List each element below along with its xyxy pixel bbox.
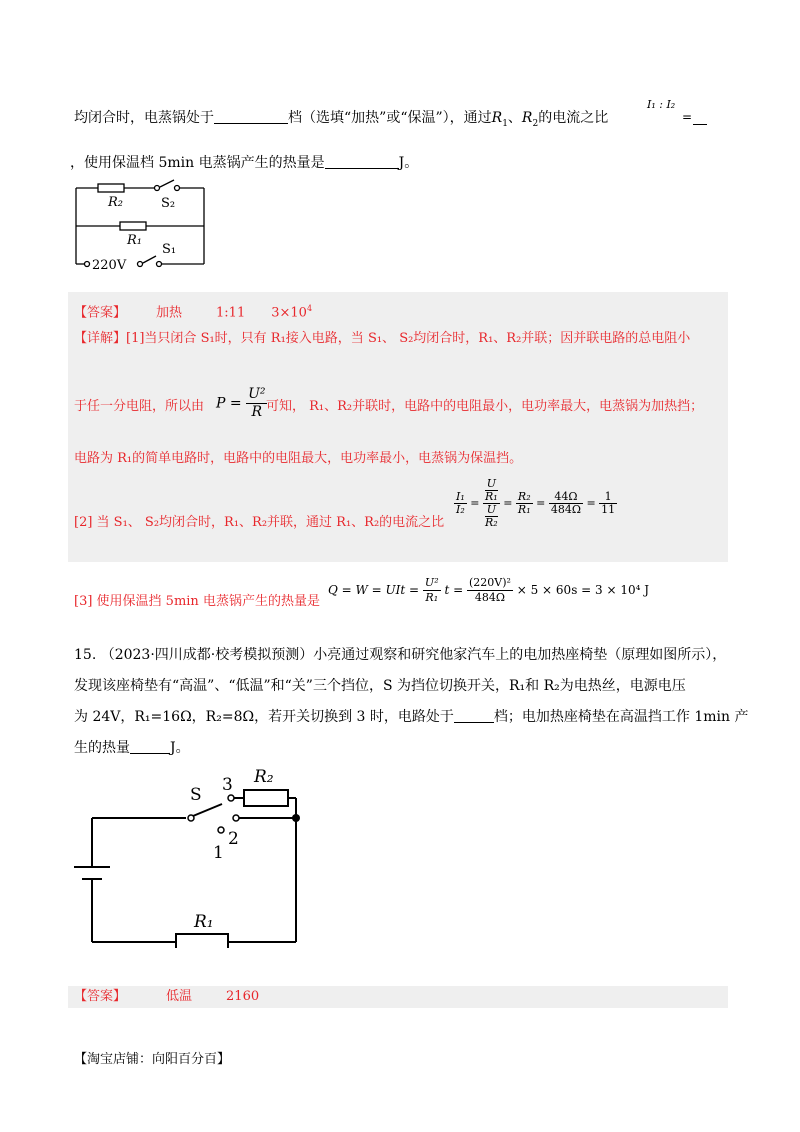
q14-line1: 均闭合时，电蒸锅处于 档（选填“加热”或“保温”），通过$R_1$、$R_2$的电流之比 <box>74 110 609 129</box>
answer-detail-box <box>68 292 728 562</box>
q15-line2: 发现该座椅垫有“高温”、“低温”和“关”三个挡位，S 为挡位切换开关，R₁和 R₂为电热丝，电源电压 <box>74 678 686 694</box>
answer-blank[interactable] <box>130 739 170 754</box>
contact-1-label: 1 <box>213 843 224 863</box>
detail-paragraph-1: 【详解】[1]当只闭合 S₁时，只有 R₁接入电路，当 S₁、 S₂均闭合时，R₁、R₂并联；因并联电路的总电阻小 <box>74 331 691 346</box>
answer-blank[interactable] <box>454 708 494 723</box>
s2-label: S₂ <box>161 196 176 211</box>
power-formula: P = $\frac{\text{U²}}{R}$ <box>216 386 266 420</box>
detail-paragraph-4: [2] 当 S₁、 S₂均闭合时，R₁、R₂并联，通过 R₁、R₂的电流之比 <box>74 515 445 530</box>
voltage-label: 220V <box>92 258 127 273</box>
answer-blank[interactable] <box>693 110 707 125</box>
switch-s-label: S <box>190 785 202 805</box>
answer-row: 【答案】 加热 1:11 $3\times 10^4$ <box>74 304 313 321</box>
detail-paragraph-2b: 可知， R₁、R₂并联时，电路中的电阻最小，电功率最大，电蒸锅为加热挡； <box>266 399 704 414</box>
r2-label: R₂ <box>108 195 123 210</box>
current-ratio: I₁ : I₂ <box>647 98 676 111</box>
r2-label: R₂ <box>254 767 274 787</box>
detail-paragraph-5: [3] 使用保温挡 5min 电蒸锅产生的热量是 <box>74 594 320 609</box>
q14-line2: ，使用保温档 5min 电蒸锅产生的热量是 J。 <box>70 155 419 171</box>
contact-2-label: 2 <box>228 829 239 849</box>
q15-line3: 为 24V，R₁=16Ω，R₂=8Ω，若开关切换到 3 时，电路处于 档；电加热座椅垫在高温挡工作 1min 产 <box>74 709 749 725</box>
footer-shop-label: 【淘宝店铺：向阳百分百】 <box>74 1052 231 1067</box>
current-ratio-formula: $\frac{\text{I₁}}{\text{I₂}}$ = U R₁ U R₂ = $\frac{\text{R₂}}{\text{R₁}}$ = $\frac{44\Omega}{484\Omega}$ = $\frac{1}{11}$ <box>456 477 616 529</box>
answer-box-q15: 【答案】 低温 2160 <box>68 986 728 1008</box>
q15-line4: 生的热量 J。 <box>74 740 190 756</box>
seat-heater-circuit-diagram <box>66 762 316 948</box>
answer-blank[interactable] <box>325 154 399 169</box>
steamer-circuit-diagram <box>70 176 210 274</box>
r1-label: R₁ <box>194 912 214 932</box>
answer-blank[interactable] <box>214 109 288 124</box>
r1-label: R₁ <box>127 233 142 248</box>
detail-paragraph-2: 于任一分电阻，所以由 <box>74 399 205 414</box>
equals-sign: = <box>682 110 693 124</box>
contact-3-label: 3 <box>222 775 233 795</box>
heat-formula: Q = W = UIt = $\frac{\text{U²}}{\text{R₁}}$ t = $\frac{\text{(220V)²}}{484\Omega}$ × 5 × 60s = 3 × 10⁴ J <box>328 576 650 604</box>
detail-paragraph-3: 电路为 R₁的简单电路时，电路中的电阻最大，电功率最小，电蒸锅为保温挡。 <box>74 451 523 466</box>
q15-line1: 15. （2023·四川成都·校考模拟预测）小亮通过观察和研究他家汽车上的电加热座椅垫（原理如图所示）， <box>74 647 727 663</box>
s1-label: S₁ <box>162 242 177 257</box>
